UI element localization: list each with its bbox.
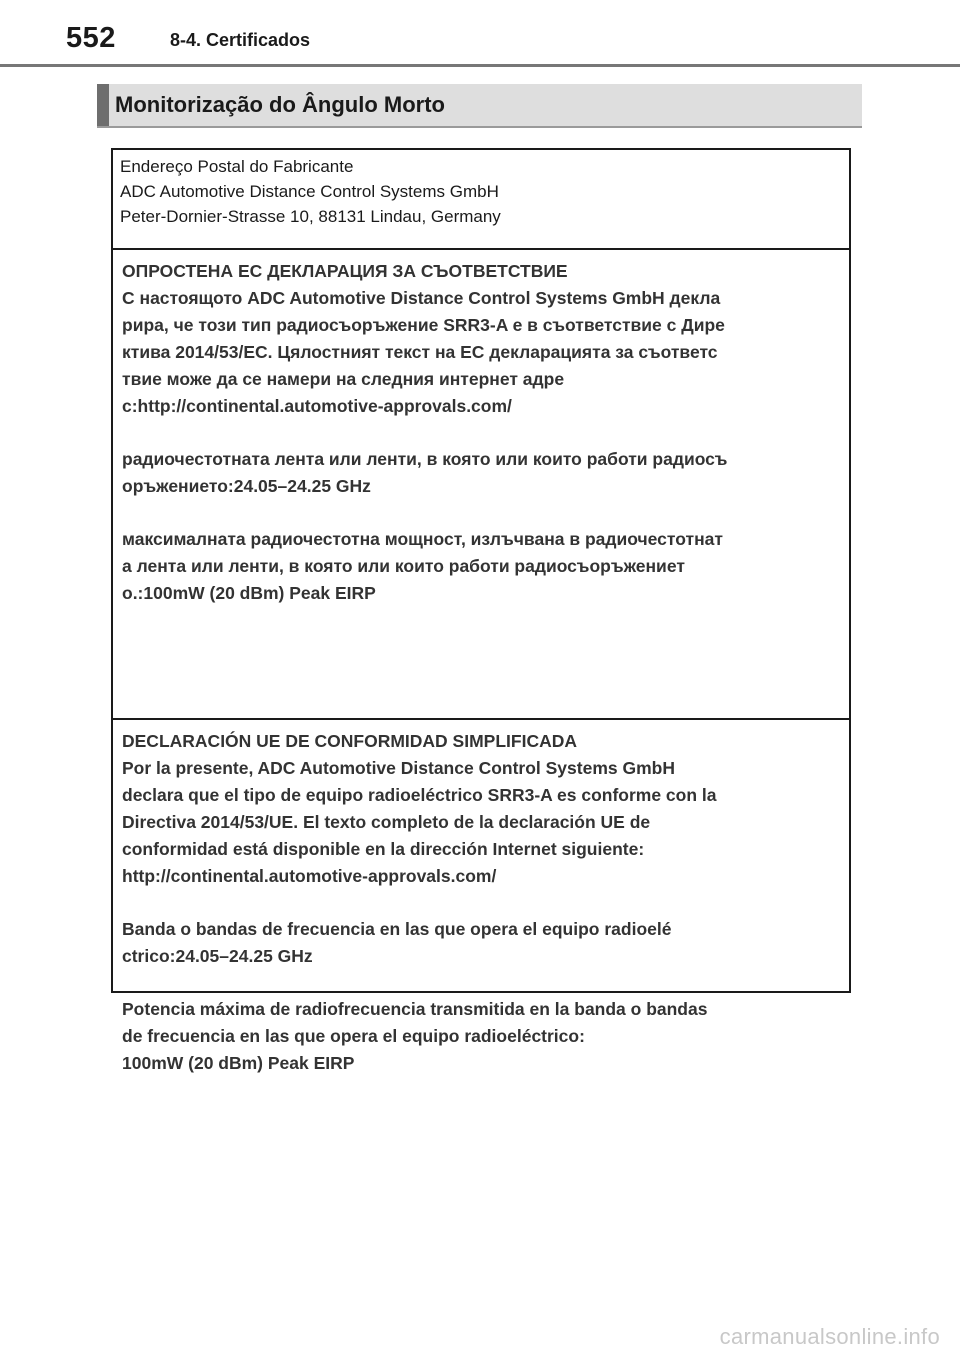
title-accent-bar <box>97 84 109 126</box>
certificate-table <box>111 148 851 1073</box>
declaration-heading: ОПРОСТЕНА ЕС ДЕКЛАРАЦИЯ ЗА СЪОТВЕТСТВИЕ <box>122 261 568 281</box>
declaration-line: de frecuencia en las que opera el equipo radioeléctrico: <box>122 1026 585 1046</box>
declaration-line: радиочестотната лента или ленти, в която или които работи радиосъ <box>122 449 728 469</box>
section-title: Monitorização do Ângulo Morto <box>115 92 445 117</box>
declaration-line: максималната радиочестотна мощност, излъчвана в радиочестотнат <box>122 529 723 549</box>
declaration-line: conformidad está disponible en la dirección Internet siguiente: <box>122 839 645 859</box>
declaration-line: c:http://continental.automotive-approvals.com/ <box>122 396 512 416</box>
spanish-declaration-cell <box>113 720 849 1073</box>
manufacturer-address-cell <box>113 150 849 250</box>
paragraph-gap <box>122 420 841 446</box>
declaration-line: твие може да се намери на следния интернет адре <box>122 369 565 389</box>
page-header <box>0 0 960 68</box>
declaration-line: Banda o bandas de frecuencia en las que opera el equipo radioelé <box>122 919 672 939</box>
header-divider <box>0 64 960 67</box>
paragraph-gap <box>122 500 841 526</box>
address-line: Endereço Postal do Fabricante <box>120 157 354 176</box>
paragraph-gap <box>122 970 841 996</box>
declaration-line: Potencia máxima de radiofrecuencia transmitida en la banda o bandas <box>122 999 708 1019</box>
address-line: Peter-Dornier-Strasse 10, 88131 Lindau, Germany <box>120 207 501 226</box>
declaration-line: рира, че този тип радиосъоръжение SRR3-A е в съответствие с Дире <box>122 315 725 335</box>
declaration-line: о.:100mW (20 dBm) Peak EIRP <box>122 583 376 603</box>
declaration-line: declara que el tipo de equipo radioeléctrico SRR3-A es conforme con la <box>122 785 717 805</box>
page-number: 552 <box>66 22 116 54</box>
declaration-line: С настоящото ADC Automotive Distance Control Systems GmbH декла <box>122 288 721 308</box>
section-title-bar <box>97 84 862 128</box>
declaration-line: http://continental.automotive-approvals.com/ <box>122 866 497 886</box>
bulgarian-declaration-cell <box>113 250 849 720</box>
section-label: 8-4. Certificados <box>170 30 311 50</box>
declaration-line: Directiva 2014/53/UE. El texto completo de la declaración UE de <box>122 812 651 832</box>
declaration-line: ктива 2014/53/ЕС. Цялостният текст на ЕС декларацията за съответс <box>122 342 718 362</box>
declaration-line: а лента или ленти, в която или които работи радиосъоръжениет <box>122 556 685 576</box>
paragraph-gap <box>122 890 841 916</box>
declaration-line: 100mW (20 dBm) Peak EIRP <box>122 1053 355 1073</box>
address-line: ADC Automotive Distance Control Systems GmbH <box>120 182 499 201</box>
declaration-line: оръжението:24.05–24.25 GHz <box>122 476 371 496</box>
site-watermark: carmanualsonline.info <box>719 1324 940 1349</box>
declaration-heading: DECLARACIÓN UE DE CONFORMIDAD SIMPLIFICADA <box>122 731 577 751</box>
declaration-line: ctrico:24.05–24.25 GHz <box>122 946 313 966</box>
declaration-line: Por la presente, ADC Automotive Distance Control Systems GmbH <box>122 758 675 778</box>
